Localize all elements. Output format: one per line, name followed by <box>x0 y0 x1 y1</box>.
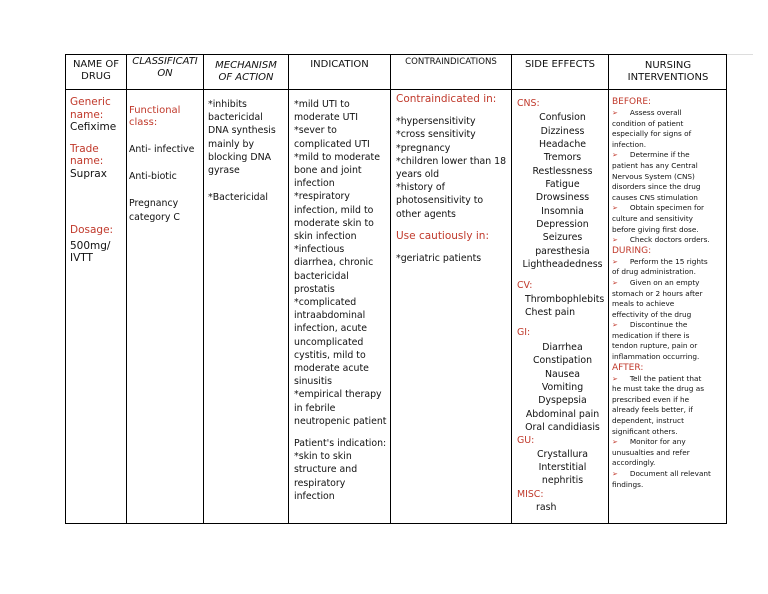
nursing-item-text: Given on an empty stomach or 2 hours after meals to achieve effectivity of the drug <box>612 277 703 319</box>
before-list <box>612 108 727 246</box>
mechanism-cell <box>208 98 288 204</box>
arrow-bullet-icon: ➢ <box>612 278 618 287</box>
header-side-effects: SIDE EFFECTS <box>524 59 596 70</box>
nursing-after-item <box>612 437 727 469</box>
contraindicated-label: Contraindicated in: <box>396 93 497 105</box>
functional-class-label: Functional class: <box>129 105 181 128</box>
arrow-bullet-icon: ➢ <box>612 204 618 213</box>
before-label: BEFORE: <box>612 97 652 107</box>
header-nursing-interventions: NURSING INTERVENTIONS <box>627 60 709 83</box>
cautious-text: *geriatric patients <box>396 253 482 265</box>
contraindications-cell <box>396 93 511 265</box>
gi-effects: Diarrhea Constipation Nausea Vomiting Dyspepsia Abdominal pain Oral candidiasis <box>525 341 600 433</box>
header-indication: INDICATION <box>310 59 369 70</box>
nursing-before-item <box>612 150 727 203</box>
nursing-before-item <box>612 203 727 235</box>
classification-cell <box>129 105 203 224</box>
arrow-bullet-icon: ➢ <box>612 374 618 383</box>
nursing-during-item <box>612 257 727 278</box>
header-contraindications: CONTRAINDICATIONS <box>405 57 497 67</box>
during-label: DURING: <box>612 245 652 256</box>
generic-name-label: Generic name: <box>70 96 111 121</box>
header-name-of-drug: NAME OF DRUG <box>72 59 120 82</box>
gu-effects: Crystallura Interstitial nephritis <box>536 448 588 487</box>
arrow-bullet-icon: ➢ <box>612 257 618 266</box>
column-divider <box>608 55 609 523</box>
column-divider <box>511 55 512 523</box>
column-divider <box>390 55 391 523</box>
nursing-item-text: Monitor for any unusualties and refer accordingly. <box>612 437 690 468</box>
nursing-during-item <box>612 320 727 362</box>
nursing-item-text: Check doctors orders. <box>622 235 710 245</box>
dosage-value: 500mg/ IVTT <box>70 239 111 264</box>
nursing-item-text: Perform the 15 rights of drug administration. <box>612 256 708 277</box>
cns-label: CNS: <box>517 98 540 109</box>
nursing-during-item <box>612 278 727 320</box>
drug-cell <box>70 96 126 265</box>
arrow-bullet-icon: ➢ <box>612 236 618 245</box>
arrow-bullet-icon: ➢ <box>612 109 618 117</box>
column-divider <box>288 55 289 523</box>
drug-study-table <box>65 54 727 524</box>
arrow-bullet-icon: ➢ <box>612 151 618 160</box>
nursing-item-text: Discontinue the medication if there is tendon rupture, pain or inflammation occurring. <box>612 320 700 362</box>
arrow-bullet-icon: ➢ <box>612 470 618 478</box>
misc-label: MISC: <box>517 488 544 500</box>
column-divider <box>126 55 127 523</box>
nursing-after-item <box>612 374 727 438</box>
misc-effects: rash <box>536 501 557 513</box>
mechanism-text: *inhibits bactericidal DNA synthesis mainly by blocking DNA gyrase <box>208 99 276 177</box>
nursing-item-text: Determine if the patient has any Central Nervous System (CNS) disorders since the drug causes CNS stimulation <box>612 150 701 202</box>
classification-item: Anti-biotic <box>129 171 177 183</box>
header-classification: CLASSIFICATI ON <box>132 56 198 79</box>
generic-name-value: Cefixime <box>70 121 117 133</box>
nursing-before-item <box>612 108 727 150</box>
during-list <box>612 257 727 363</box>
arrow-bullet-icon: ➢ <box>612 438 618 447</box>
page-edge-line <box>727 54 753 55</box>
nursing-item-text: Tell the patient that he must take the drug as prescribed even if he already feels better, if dependent, instruct significant others. <box>612 373 705 436</box>
nursing-item-text: Document all relevant findings. <box>612 469 711 489</box>
gu-label: GU: <box>517 435 535 447</box>
nursing-before-item <box>612 235 727 246</box>
patient-indication-text: Patient's indication: *skin to skin structure and respiratory infection <box>294 438 387 502</box>
indication-cell <box>294 98 390 503</box>
contraindications-text: *hypersensitivity *cross sensitivity *pregnancy *children lower than 18 years old *history of photosensitivity to other agents <box>396 116 507 220</box>
header-divider <box>66 89 726 90</box>
indication-text: *mild UTI to moderate UTI *sever to complicated UTI *mild to moderate bone and joint infection *respiratory infection, mild to moderate skin to skin infection *infectious diarrhea, chronic bactericidal prostatis *complicated intraabdominal infection, acute uncomplicated cystitis, mild to moderate acute sinusitis *empirical therapy in febrile neutropenic patient <box>294 99 387 427</box>
after-list <box>612 374 727 491</box>
trade-name-label: Trade name: <box>70 142 104 167</box>
nursing-cell <box>612 97 727 490</box>
arrow-bullet-icon: ➢ <box>612 321 618 330</box>
dosage-label: Dosage: <box>70 224 114 236</box>
mechanism-text: *Bactericidal <box>208 192 268 204</box>
column-divider <box>203 55 204 523</box>
cv-effects: Thrombophlebits Chest pain <box>525 293 605 319</box>
side-effects-cell <box>517 97 608 514</box>
classification-item: Anti- infective <box>129 144 195 155</box>
cautious-label: Use cautiously in: <box>396 229 489 242</box>
nursing-item-text: Obtain specimen for culture and sensitivity before giving first dose. <box>612 203 705 234</box>
nursing-after-item <box>612 469 727 490</box>
classification-item: Pregnancy category C <box>129 198 180 223</box>
trade-name-value: Suprax <box>70 167 107 180</box>
gi-label: GI: <box>517 326 531 338</box>
nursing-item-text: Assess overall condition of patient especially for signs of infection. <box>612 108 692 149</box>
cns-effects: Confusion Dizziness Headache Tremors Restlessness Fatigue Drowsiness Insomnia Depression Seizures paresthesia Lightheadedness <box>522 112 603 271</box>
header-mechanism: MECHANISM OF ACTION <box>215 60 277 83</box>
after-label: AFTER: <box>612 362 644 373</box>
cv-label: CV: <box>517 280 533 292</box>
